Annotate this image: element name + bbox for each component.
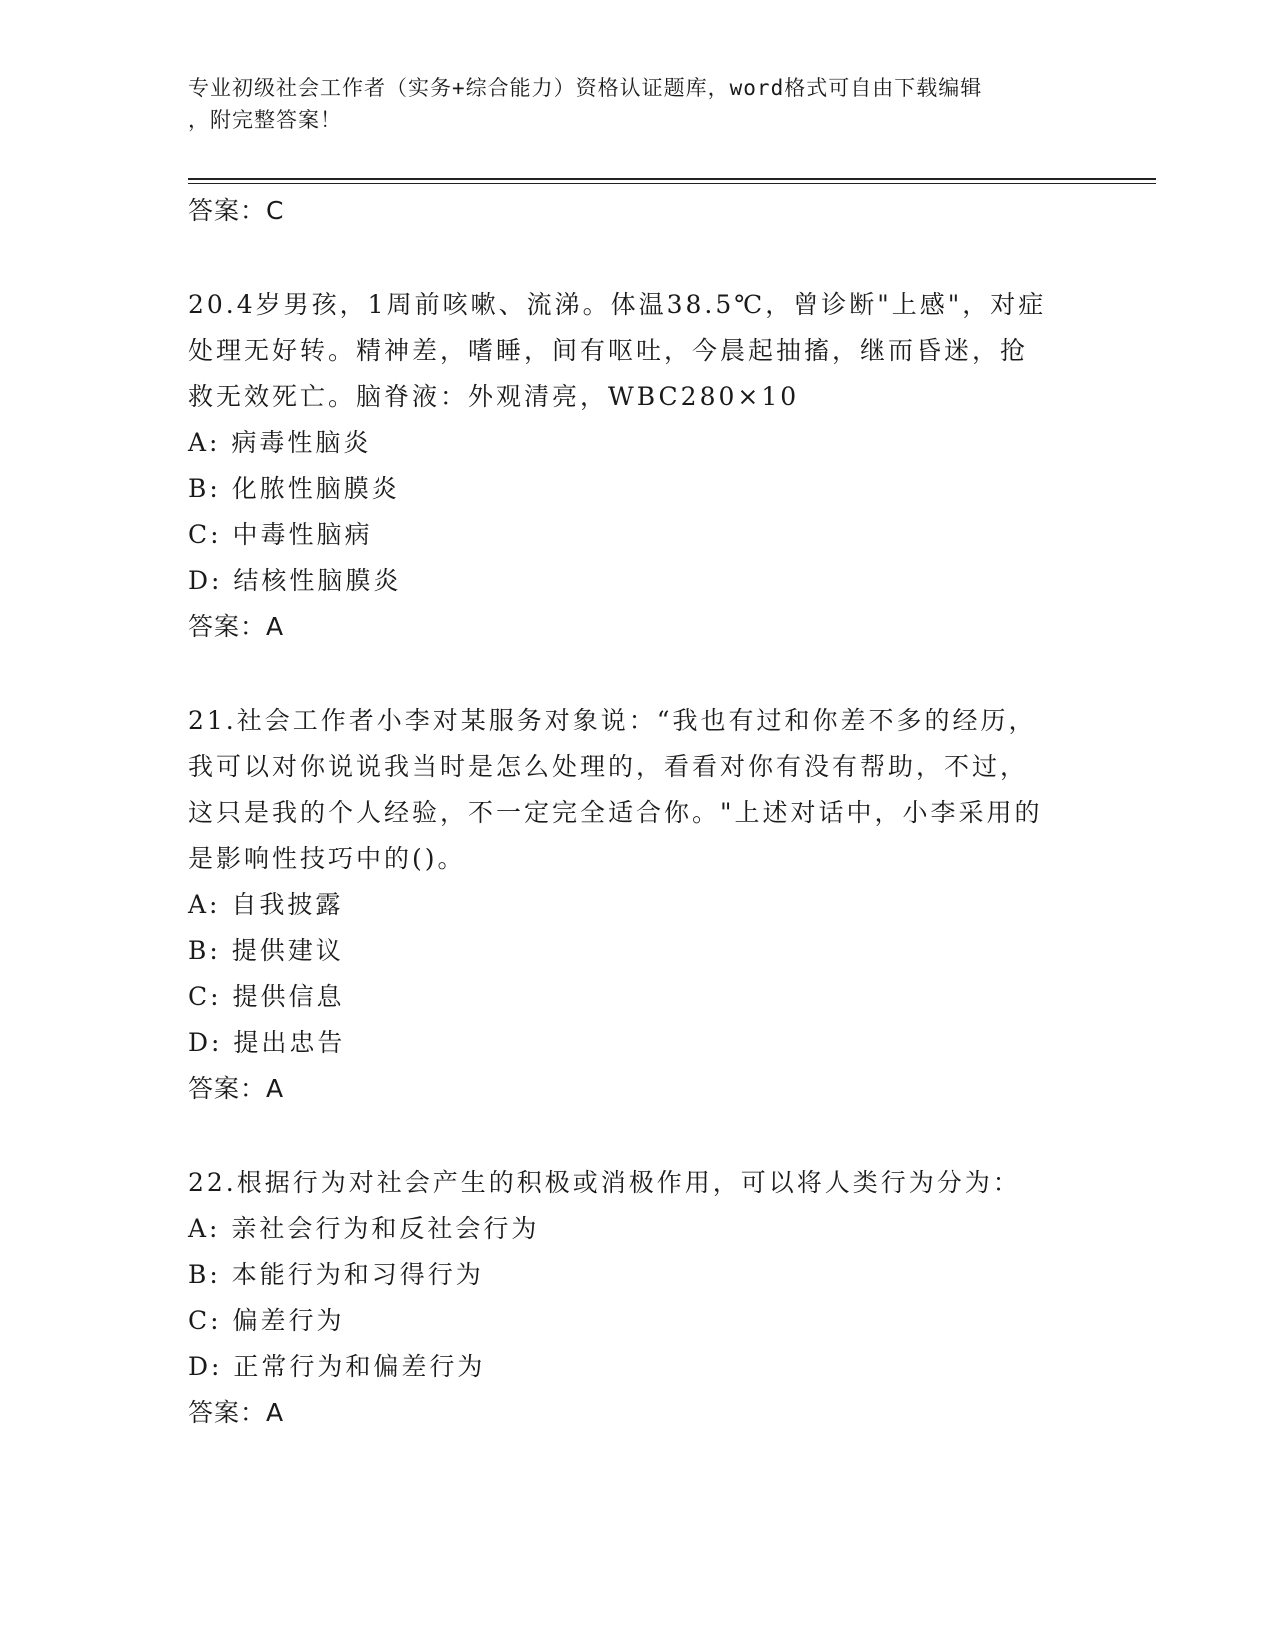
question-stem-line: 这只是我的个人经验，不一定完全适合你。"上述对话中，小李采用的 — [188, 798, 1043, 827]
document-body — [188, 188, 1088, 1436]
answer-line: 答案：C — [188, 196, 285, 225]
question-stem-line: 处理无好转。精神差，嗜睡，间有呕吐，今晨起抽搐，继而昏迷，抢 — [188, 336, 1029, 365]
question-22 — [188, 1160, 1088, 1436]
option-a: A: 自我披露 — [188, 890, 344, 919]
answer-line: 答案：A — [188, 1398, 285, 1427]
question-stem-line: 我可以对你说说我当时是怎么处理的，看看对你有没有帮助，不过， — [188, 752, 1029, 781]
question-stem-line: 22.根据行为对社会产生的积极或消极作用，可以将人类行为分为： — [188, 1168, 1021, 1197]
answer-line: 答案：A — [188, 612, 285, 641]
option-c: C: 中毒性脑病 — [188, 520, 373, 549]
option-a: A: 亲社会行为和反社会行为 — [188, 1214, 540, 1243]
header-line-2: ，附完整答案！ — [188, 108, 342, 132]
header-rule-thin — [188, 183, 1156, 184]
option-b: B: 本能行为和习得行为 — [188, 1260, 484, 1289]
header-line-1: 专业初级社会工作者（实务+综合能力）资格认证题库，word格式可自由下载编辑 — [188, 76, 983, 100]
option-a: A: 病毒性脑炎 — [188, 428, 372, 457]
question-21 — [188, 698, 1088, 1112]
option-c: C: 提供信息 — [188, 982, 345, 1011]
question-stem-line: 21.社会工作者小李对某服务对象说：“我也有过和你差不多的经历， — [188, 706, 1037, 735]
option-b: B: 化脓性脑膜炎 — [188, 474, 400, 503]
header-rule-thick — [188, 178, 1156, 180]
option-d: D: 结核性脑膜炎 — [188, 566, 402, 595]
option-b: B: 提供建议 — [188, 936, 344, 965]
option-d: D: 提出忠告 — [188, 1028, 346, 1057]
question-20 — [188, 282, 1088, 650]
option-d: D: 正常行为和偏差行为 — [188, 1352, 486, 1381]
question-stem-line: 是影响性技巧中的()。 — [188, 844, 466, 873]
answer-line: 答案：A — [188, 1074, 285, 1103]
question-stem-line: 20.4岁男孩，1周前咳嗽、流涕。体温38.5℃，曾诊断"上感"，对症 — [188, 290, 1047, 319]
question-stem-line: 救无效死亡。脑脊液：外观清亮，WBC280×10 — [188, 382, 800, 411]
page-header — [188, 72, 1088, 136]
option-c: C: 偏差行为 — [188, 1306, 345, 1335]
